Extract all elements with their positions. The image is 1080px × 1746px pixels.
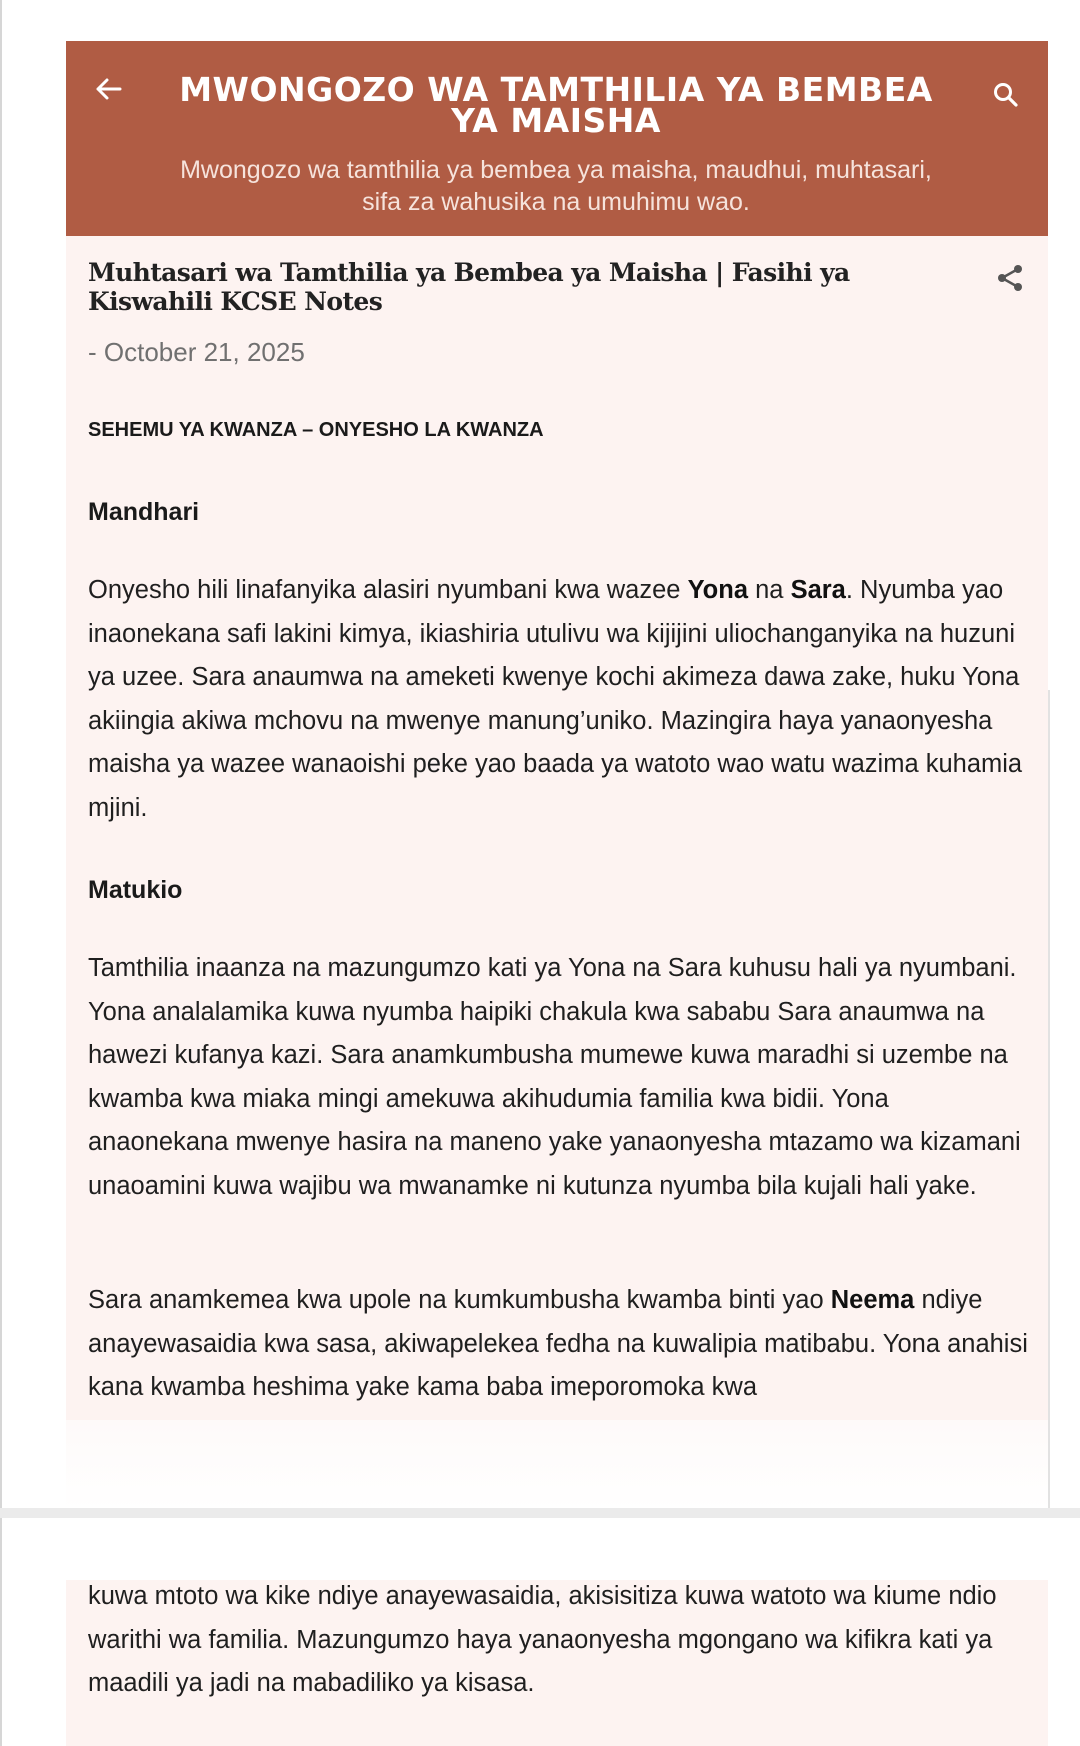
post-card-fade (66, 1420, 1048, 1510)
name-yona: Yona (687, 576, 749, 604)
text-run: . Nyumba yao inaonekana safi lakini kimya, ikiashiria utulivu wa kijijini uliochanganyika na huzuni ya uzee. Sara anaumwa na ameketi kwenye kochi akimeza dawa zake, huku Yona akiingia akiwa mchovu na mwenye manung’uniko. Mazingira haya yanaonyesha maisha ya wazee wanaoishi peke yao baada ya watoto wao watu wazima kuhamia mjini. (88, 576, 1023, 822)
text-run: ndiye anayewasaidia kwa sasa, akiwapelekea fedha na kuwalipia matibabu. Yona anahisi kana kwamba heshima yake kama baba imeporomoka kwa (88, 1286, 1028, 1402)
text-run: na (748, 576, 791, 604)
paragraph-mandhari (88, 569, 1028, 831)
paragraph-matukio-1: Tamthilia inaanza na mazungumzo kati ya Yona na Sara kuhusu hali ya nyumbani. Yona analalamika kuwa nyumba haipiki chakula kwa sababu Sara anaumwa na hawezi kufanya kazi. Sara anamkumbusha mumewe kuwa maradhi si uzembe na kwamba kwa miaka mingi amekuwa akihudumia familia kwa bidii. Yona anaonekana mwenye hasira na maneno yake yanaonyesha mtazamo wa kizamani unaoamini kuwa wajibu wa mwanamke ni kutunza nyumba bila kujali hali yake. (88, 954, 1021, 1200)
share-icon (995, 263, 1025, 293)
name-sara: Sara (790, 576, 846, 604)
arrow-left-icon (94, 77, 122, 101)
text-run: Onyesho hili linafanyika alasiri nyumbani kwa wazee (88, 576, 688, 604)
post-title[interactable]: Muhtasari wa Tamthilia ya Bembea ya Maisha | Fasihi ya Kiswahili KCSE Notes (88, 258, 850, 316)
post-date[interactable]: - October 21, 2025 (88, 337, 305, 367)
share-button[interactable] (990, 258, 1030, 298)
blog-description: Mwongozo wa tamthilia ya bembea ya maisha, maudhui, muhtasari, sifa za wahusika na umuhimu wao. (180, 156, 932, 216)
section-label: SEHEMU YA KWANZA – ONYESHO LA KWANZA (88, 419, 544, 441)
back-button[interactable] (88, 69, 128, 109)
name-neema: Neema (830, 1286, 915, 1314)
paragraph-matukio-3: kuwa mtoto wa kike ndiye anayewasaidia, akisisitiza kuwa watoto wa kiume ndio warithi wa familia. Mazungumzo haya yanaonyesha mgongano wa kifikra kati ya maadili ya jadi na mabadiliko ya kisasa. (88, 1582, 997, 1698)
heading-mandhari: Mandhari (88, 498, 200, 526)
text-run: Sara anamkemea kwa upole na kumkumbusha kwamba binti yao (88, 1286, 831, 1314)
blog-title[interactable]: MWONGOZO WA TAMTHILIA YA BEMBEA YA MAISHA (179, 70, 933, 140)
blog-header (66, 41, 1048, 236)
search-button[interactable] (984, 73, 1028, 117)
frame-left-border (0, 0, 2, 1746)
heading-matukio: Matukio (88, 876, 183, 904)
screenshot-divider (0, 1508, 1080, 1518)
paragraph-matukio-2 (88, 1279, 1028, 1410)
search-icon (993, 82, 1019, 108)
frame-right-border (1048, 690, 1050, 1510)
